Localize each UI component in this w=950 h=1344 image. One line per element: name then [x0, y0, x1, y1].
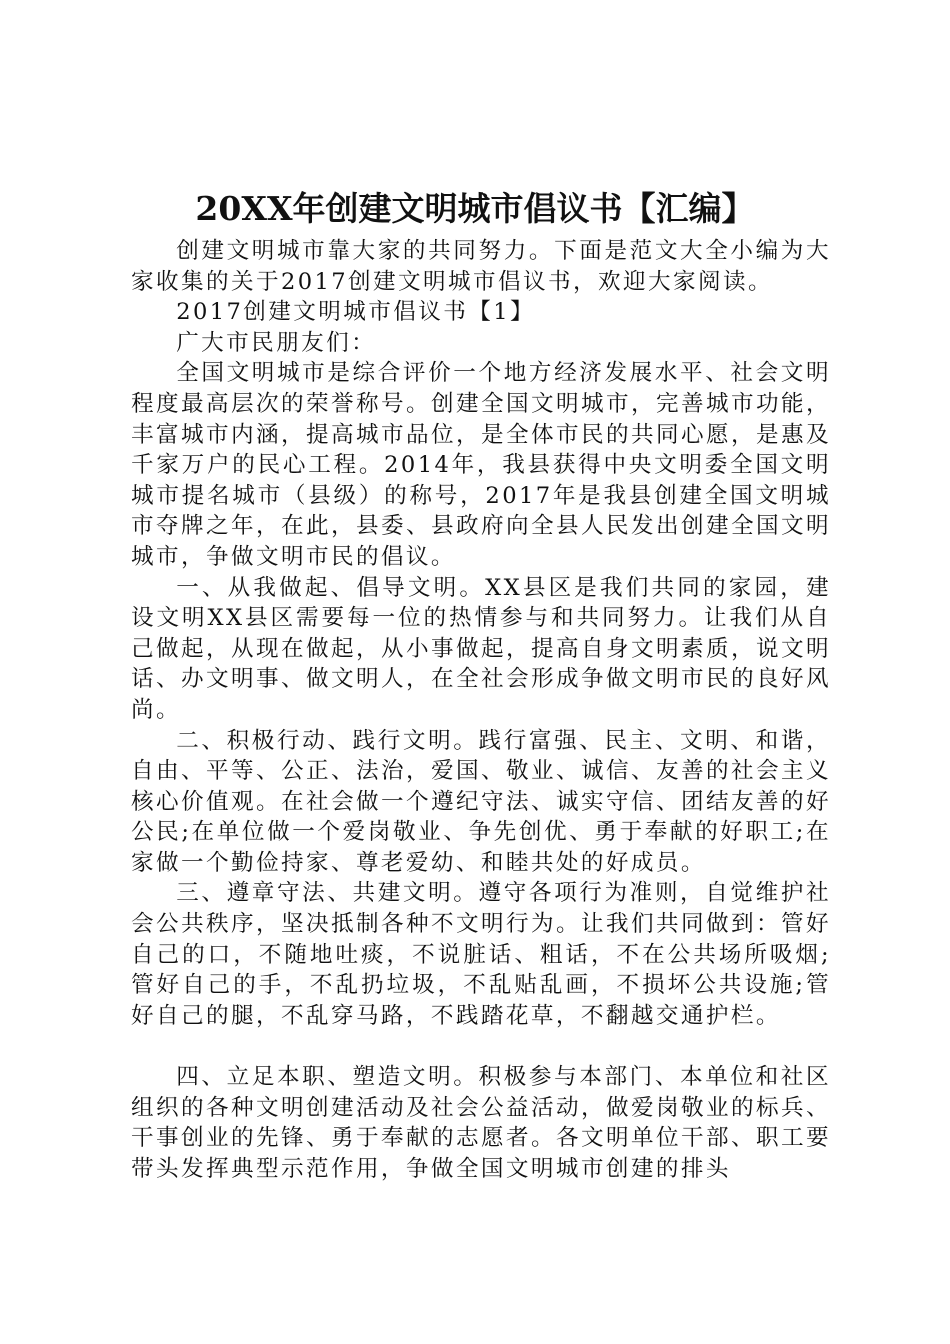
- body-paragraph: 全国文明城市是综合评价一个地方经济发展水平、社会文明程度最高层次的荣誉称号。创建全国文明城市，完善城市功能，丰富城市内涵，提高城市品位，是全体市民的共同心愿，是惠及千家万户的民心工程。2014年，我县获得中央文明委全国文明城市提名城市（县级）的称号，2017年是我县创建全国文明城市夺牌之年，在此，县委、县政府向全县人民发出创建全国文明城市，争做文明市民的倡议。: [131, 360, 831, 570]
- document-body: [131, 236, 831, 1184]
- body-paragraph: 四、立足本职、塑造文明。积极参与本部门、本单位和社区组织的各种文明创建活动及社会公益活动，做爱岗敬业的标兵、干事创业的先锋、勇于奉献的志愿者。各文明单位干部、职工要带头发挥典型示范作用，争做全国文明城市创建的排头: [131, 1064, 831, 1182]
- document-title: 20XX年创建文明城市倡议书【汇编】: [195, 189, 755, 228]
- section-heading: 2017创建文明城市倡议书【1】: [176, 299, 535, 326]
- intro-paragraph: 创建文明城市靠大家的共同努力。下面是范文大全小编为大家收集的关于2017创建文明城市倡议书，欢迎大家阅读。: [131, 238, 831, 295]
- body-paragraph: 三、遵章守法、共建文明。遵守各项行为准则，自觉维护社会公共秩序，坚决抵制各种不文明行为。让我们共同做到：管好自己的口，不随地吐痰，不说脏话、粗话，不在公共场所吸烟;管好自己的手，不乱扔垃圾，不乱贴乱画，不损坏公共设施;管好自己的腿，不乱穿马路，不践踏花草，不翻越交通护栏。: [131, 880, 831, 1029]
- body-paragraph: 一、从我做起、倡导文明。XX县区是我们共同的家园，建设文明XX县区需要每一位的热情参与和共同努力。让我们从自己做起，从现在做起，从小事做起，提高自身文明素质，说文明话、办文明事、做文明人，在全社会形成争做文明市民的良好风尚。: [131, 574, 831, 723]
- body-paragraph: 二、积极行动、践行文明。践行富强、民主、文明、和谐，自由、平等、公正、法治，爱国、敬业、诚信、友善的社会主义核心价值观。在社会做一个遵纪守法、诚实守信、团结友善的好公民;在单位做一个爱岗敬业、争先创优、勇于奉献的好职工;在家做一个勤俭持家、尊老爱幼、和睦共处的好成员。: [131, 727, 831, 876]
- salutation: 广大市民朋友们：: [176, 329, 377, 356]
